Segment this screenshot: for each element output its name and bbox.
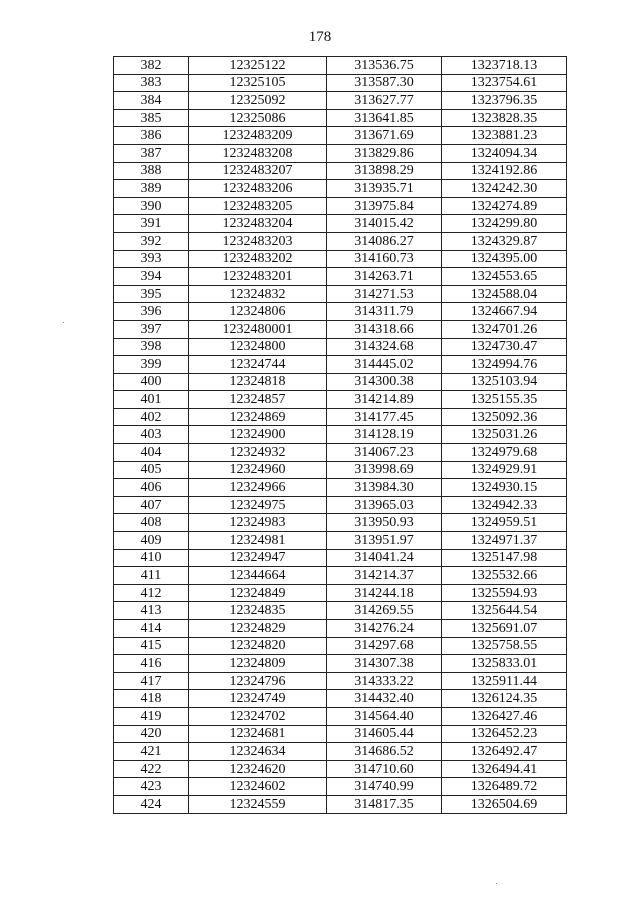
table-row [114, 743, 567, 761]
table-row [114, 461, 567, 479]
x-coordinate-cell: 314445.02 [327, 356, 442, 374]
row-number-cell: 424 [114, 795, 189, 813]
table-row [114, 637, 567, 655]
point-id-cell: 12344664 [189, 567, 327, 585]
point-id-cell: 1232483207 [189, 162, 327, 180]
point-id-cell: 12324932 [189, 444, 327, 462]
row-number-cell: 401 [114, 391, 189, 409]
point-id-cell: 1232483206 [189, 180, 327, 198]
point-id-cell: 12324947 [189, 549, 327, 567]
y-coordinate-cell: 1324667.94 [442, 303, 567, 321]
row-number-cell: 391 [114, 215, 189, 233]
row-number-cell: 407 [114, 496, 189, 514]
table-row [114, 602, 567, 620]
x-coordinate-cell: 314710.60 [327, 760, 442, 778]
y-coordinate-cell: 1325758.55 [442, 637, 567, 655]
x-coordinate-cell: 314086.27 [327, 232, 442, 250]
table-row [114, 268, 567, 286]
y-coordinate-cell: 1324242.30 [442, 180, 567, 198]
point-id-cell: 12325105 [189, 74, 327, 92]
point-id-cell: 12325122 [189, 57, 327, 75]
row-number-cell: 398 [114, 338, 189, 356]
x-coordinate-cell: 314333.22 [327, 672, 442, 690]
table-row [114, 444, 567, 462]
table-row [114, 74, 567, 92]
y-coordinate-cell: 1323828.35 [442, 109, 567, 127]
y-coordinate-cell: 1323796.35 [442, 92, 567, 110]
row-number-cell: 423 [114, 778, 189, 796]
point-id-cell: 12324634 [189, 743, 327, 761]
row-number-cell: 411 [114, 567, 189, 585]
point-id-cell: 1232480001 [189, 320, 327, 338]
table-row [114, 232, 567, 250]
row-number-cell: 416 [114, 655, 189, 673]
point-id-cell: 12324829 [189, 620, 327, 638]
table-row [114, 127, 567, 145]
point-id-cell: 12324702 [189, 707, 327, 725]
table-row [114, 567, 567, 585]
row-number-cell: 402 [114, 408, 189, 426]
point-id-cell: 1232483208 [189, 144, 327, 162]
table-row [114, 707, 567, 725]
row-number-cell: 382 [114, 57, 189, 75]
table-row [114, 180, 567, 198]
table-row [114, 320, 567, 338]
scan-speck [496, 883, 497, 884]
point-id-cell: 1232483202 [189, 250, 327, 268]
x-coordinate-cell: 314686.52 [327, 743, 442, 761]
y-coordinate-cell: 1325833.01 [442, 655, 567, 673]
x-coordinate-cell: 313829.86 [327, 144, 442, 162]
row-number-cell: 417 [114, 672, 189, 690]
table-row [114, 795, 567, 813]
point-id-cell: 12324869 [189, 408, 327, 426]
x-coordinate-cell: 313536.75 [327, 57, 442, 75]
point-id-cell: 12325092 [189, 92, 327, 110]
page-number: 178 [308, 29, 332, 45]
point-id-cell: 12324602 [189, 778, 327, 796]
y-coordinate-cell: 1326504.69 [442, 795, 567, 813]
table-row [114, 92, 567, 110]
x-coordinate-cell: 313998.69 [327, 461, 442, 479]
row-number-cell: 422 [114, 760, 189, 778]
x-coordinate-cell: 314177.45 [327, 408, 442, 426]
x-coordinate-cell: 314160.73 [327, 250, 442, 268]
table-row [114, 250, 567, 268]
table-row [114, 57, 567, 75]
y-coordinate-cell: 1325155.35 [442, 391, 567, 409]
y-coordinate-cell: 1324553.65 [442, 268, 567, 286]
table-row [114, 655, 567, 673]
x-coordinate-cell: 314817.35 [327, 795, 442, 813]
y-coordinate-cell: 1324588.04 [442, 285, 567, 303]
point-id-cell: 12324620 [189, 760, 327, 778]
coordinates-table [113, 56, 567, 814]
point-id-cell: 12324559 [189, 795, 327, 813]
point-id-cell: 12324809 [189, 655, 327, 673]
x-coordinate-cell: 313965.03 [327, 496, 442, 514]
table-row [114, 408, 567, 426]
y-coordinate-cell: 1325031.26 [442, 426, 567, 444]
point-id-cell: 12324849 [189, 584, 327, 602]
x-coordinate-cell: 313671.69 [327, 127, 442, 145]
point-id-cell: 12324818 [189, 373, 327, 391]
point-id-cell: 12324983 [189, 514, 327, 532]
row-number-cell: 397 [114, 320, 189, 338]
x-coordinate-cell: 314067.23 [327, 444, 442, 462]
row-number-cell: 388 [114, 162, 189, 180]
row-number-cell: 408 [114, 514, 189, 532]
y-coordinate-cell: 1324299.80 [442, 215, 567, 233]
row-number-cell: 395 [114, 285, 189, 303]
x-coordinate-cell: 314740.99 [327, 778, 442, 796]
point-id-cell: 12324681 [189, 725, 327, 743]
x-coordinate-cell: 313950.93 [327, 514, 442, 532]
x-coordinate-cell: 314041.24 [327, 549, 442, 567]
y-coordinate-cell: 1324395.00 [442, 250, 567, 268]
point-id-cell: 1232483205 [189, 197, 327, 215]
row-number-cell: 406 [114, 479, 189, 497]
point-id-cell: 1232483209 [189, 127, 327, 145]
x-coordinate-cell: 314311.79 [327, 303, 442, 321]
x-coordinate-cell: 313935.71 [327, 180, 442, 198]
x-coordinate-cell: 313951.97 [327, 532, 442, 550]
y-coordinate-cell: 1325103.94 [442, 373, 567, 391]
x-coordinate-cell: 313984.30 [327, 479, 442, 497]
point-id-cell: 12324857 [189, 391, 327, 409]
table-row [114, 215, 567, 233]
table-row [114, 672, 567, 690]
y-coordinate-cell: 1325594.93 [442, 584, 567, 602]
y-coordinate-cell: 1324192.86 [442, 162, 567, 180]
row-number-cell: 383 [114, 74, 189, 92]
x-coordinate-cell: 314564.40 [327, 707, 442, 725]
y-coordinate-cell: 1324979.68 [442, 444, 567, 462]
x-coordinate-cell: 313627.77 [327, 92, 442, 110]
point-id-cell: 1232483201 [189, 268, 327, 286]
row-number-cell: 396 [114, 303, 189, 321]
table-row [114, 778, 567, 796]
y-coordinate-cell: 1326494.41 [442, 760, 567, 778]
table-row [114, 620, 567, 638]
row-number-cell: 415 [114, 637, 189, 655]
row-number-cell: 393 [114, 250, 189, 268]
point-id-cell: 12324749 [189, 690, 327, 708]
x-coordinate-cell: 313975.84 [327, 197, 442, 215]
point-id-cell: 1232483203 [189, 232, 327, 250]
row-number-cell: 387 [114, 144, 189, 162]
table-row [114, 496, 567, 514]
table-body [114, 57, 567, 814]
table-row [114, 144, 567, 162]
x-coordinate-cell: 313641.85 [327, 109, 442, 127]
row-number-cell: 412 [114, 584, 189, 602]
row-number-cell: 405 [114, 461, 189, 479]
point-id-cell: 12324966 [189, 479, 327, 497]
table-row [114, 197, 567, 215]
row-number-cell: 385 [114, 109, 189, 127]
point-id-cell: 12324960 [189, 461, 327, 479]
x-coordinate-cell: 314128.19 [327, 426, 442, 444]
point-id-cell: 12324900 [189, 426, 327, 444]
x-coordinate-cell: 314318.66 [327, 320, 442, 338]
y-coordinate-cell: 1326124.35 [442, 690, 567, 708]
point-id-cell: 12324806 [189, 303, 327, 321]
y-coordinate-cell: 1324730.47 [442, 338, 567, 356]
y-coordinate-cell: 1324959.51 [442, 514, 567, 532]
y-coordinate-cell: 1325532.66 [442, 567, 567, 585]
table-row [114, 426, 567, 444]
row-number-cell: 400 [114, 373, 189, 391]
point-id-cell: 12325086 [189, 109, 327, 127]
x-coordinate-cell: 314276.24 [327, 620, 442, 638]
row-number-cell: 386 [114, 127, 189, 145]
row-number-cell: 413 [114, 602, 189, 620]
point-id-cell: 12324744 [189, 356, 327, 374]
x-coordinate-cell: 314605.44 [327, 725, 442, 743]
y-coordinate-cell: 1325644.54 [442, 602, 567, 620]
y-coordinate-cell: 1325911.44 [442, 672, 567, 690]
row-number-cell: 390 [114, 197, 189, 215]
row-number-cell: 399 [114, 356, 189, 374]
x-coordinate-cell: 314015.42 [327, 215, 442, 233]
x-coordinate-cell: 314300.38 [327, 373, 442, 391]
y-coordinate-cell: 1326492.47 [442, 743, 567, 761]
y-coordinate-cell: 1323881.23 [442, 127, 567, 145]
row-number-cell: 410 [114, 549, 189, 567]
row-number-cell: 389 [114, 180, 189, 198]
y-coordinate-cell: 1323718.13 [442, 57, 567, 75]
table-row [114, 356, 567, 374]
table-row [114, 285, 567, 303]
x-coordinate-cell: 314307.38 [327, 655, 442, 673]
table-row [114, 532, 567, 550]
x-coordinate-cell: 314271.53 [327, 285, 442, 303]
x-coordinate-cell: 314244.18 [327, 584, 442, 602]
row-number-cell: 414 [114, 620, 189, 638]
row-number-cell: 420 [114, 725, 189, 743]
x-coordinate-cell: 314324.68 [327, 338, 442, 356]
point-id-cell: 12324800 [189, 338, 327, 356]
row-number-cell: 409 [114, 532, 189, 550]
point-id-cell: 12324981 [189, 532, 327, 550]
x-coordinate-cell: 314297.68 [327, 637, 442, 655]
table-row [114, 690, 567, 708]
table-row [114, 373, 567, 391]
y-coordinate-cell: 1326452.23 [442, 725, 567, 743]
x-coordinate-cell: 314214.89 [327, 391, 442, 409]
y-coordinate-cell: 1324274.89 [442, 197, 567, 215]
table-row [114, 338, 567, 356]
table-row [114, 514, 567, 532]
point-id-cell: 12324975 [189, 496, 327, 514]
row-number-cell: 403 [114, 426, 189, 444]
table-row [114, 391, 567, 409]
table-row [114, 479, 567, 497]
point-id-cell: 1232483204 [189, 215, 327, 233]
y-coordinate-cell: 1324930.15 [442, 479, 567, 497]
row-number-cell: 421 [114, 743, 189, 761]
row-number-cell: 418 [114, 690, 189, 708]
y-coordinate-cell: 1325691.07 [442, 620, 567, 638]
table-row [114, 109, 567, 127]
table-row [114, 549, 567, 567]
row-number-cell: 392 [114, 232, 189, 250]
x-coordinate-cell: 314269.55 [327, 602, 442, 620]
x-coordinate-cell: 314214.37 [327, 567, 442, 585]
y-coordinate-cell: 1324942.33 [442, 496, 567, 514]
x-coordinate-cell: 313898.29 [327, 162, 442, 180]
table-row [114, 725, 567, 743]
y-coordinate-cell: 1324094.34 [442, 144, 567, 162]
table-row [114, 303, 567, 321]
point-id-cell: 12324820 [189, 637, 327, 655]
point-id-cell: 12324832 [189, 285, 327, 303]
y-coordinate-cell: 1324701.26 [442, 320, 567, 338]
x-coordinate-cell: 314263.71 [327, 268, 442, 286]
row-number-cell: 419 [114, 707, 189, 725]
x-coordinate-cell: 314432.40 [327, 690, 442, 708]
y-coordinate-cell: 1325092.36 [442, 408, 567, 426]
y-coordinate-cell: 1325147.98 [442, 549, 567, 567]
table-row [114, 584, 567, 602]
scan-speck [63, 322, 64, 323]
x-coordinate-cell: 313587.30 [327, 74, 442, 92]
row-number-cell: 394 [114, 268, 189, 286]
y-coordinate-cell: 1324971.37 [442, 532, 567, 550]
y-coordinate-cell: 1324929.91 [442, 461, 567, 479]
point-id-cell: 12324835 [189, 602, 327, 620]
y-coordinate-cell: 1326489.72 [442, 778, 567, 796]
row-number-cell: 384 [114, 92, 189, 110]
table-row [114, 162, 567, 180]
y-coordinate-cell: 1323754.61 [442, 74, 567, 92]
row-number-cell: 404 [114, 444, 189, 462]
y-coordinate-cell: 1324994.76 [442, 356, 567, 374]
point-id-cell: 12324796 [189, 672, 327, 690]
table-row [114, 760, 567, 778]
y-coordinate-cell: 1326427.46 [442, 707, 567, 725]
y-coordinate-cell: 1324329.87 [442, 232, 567, 250]
